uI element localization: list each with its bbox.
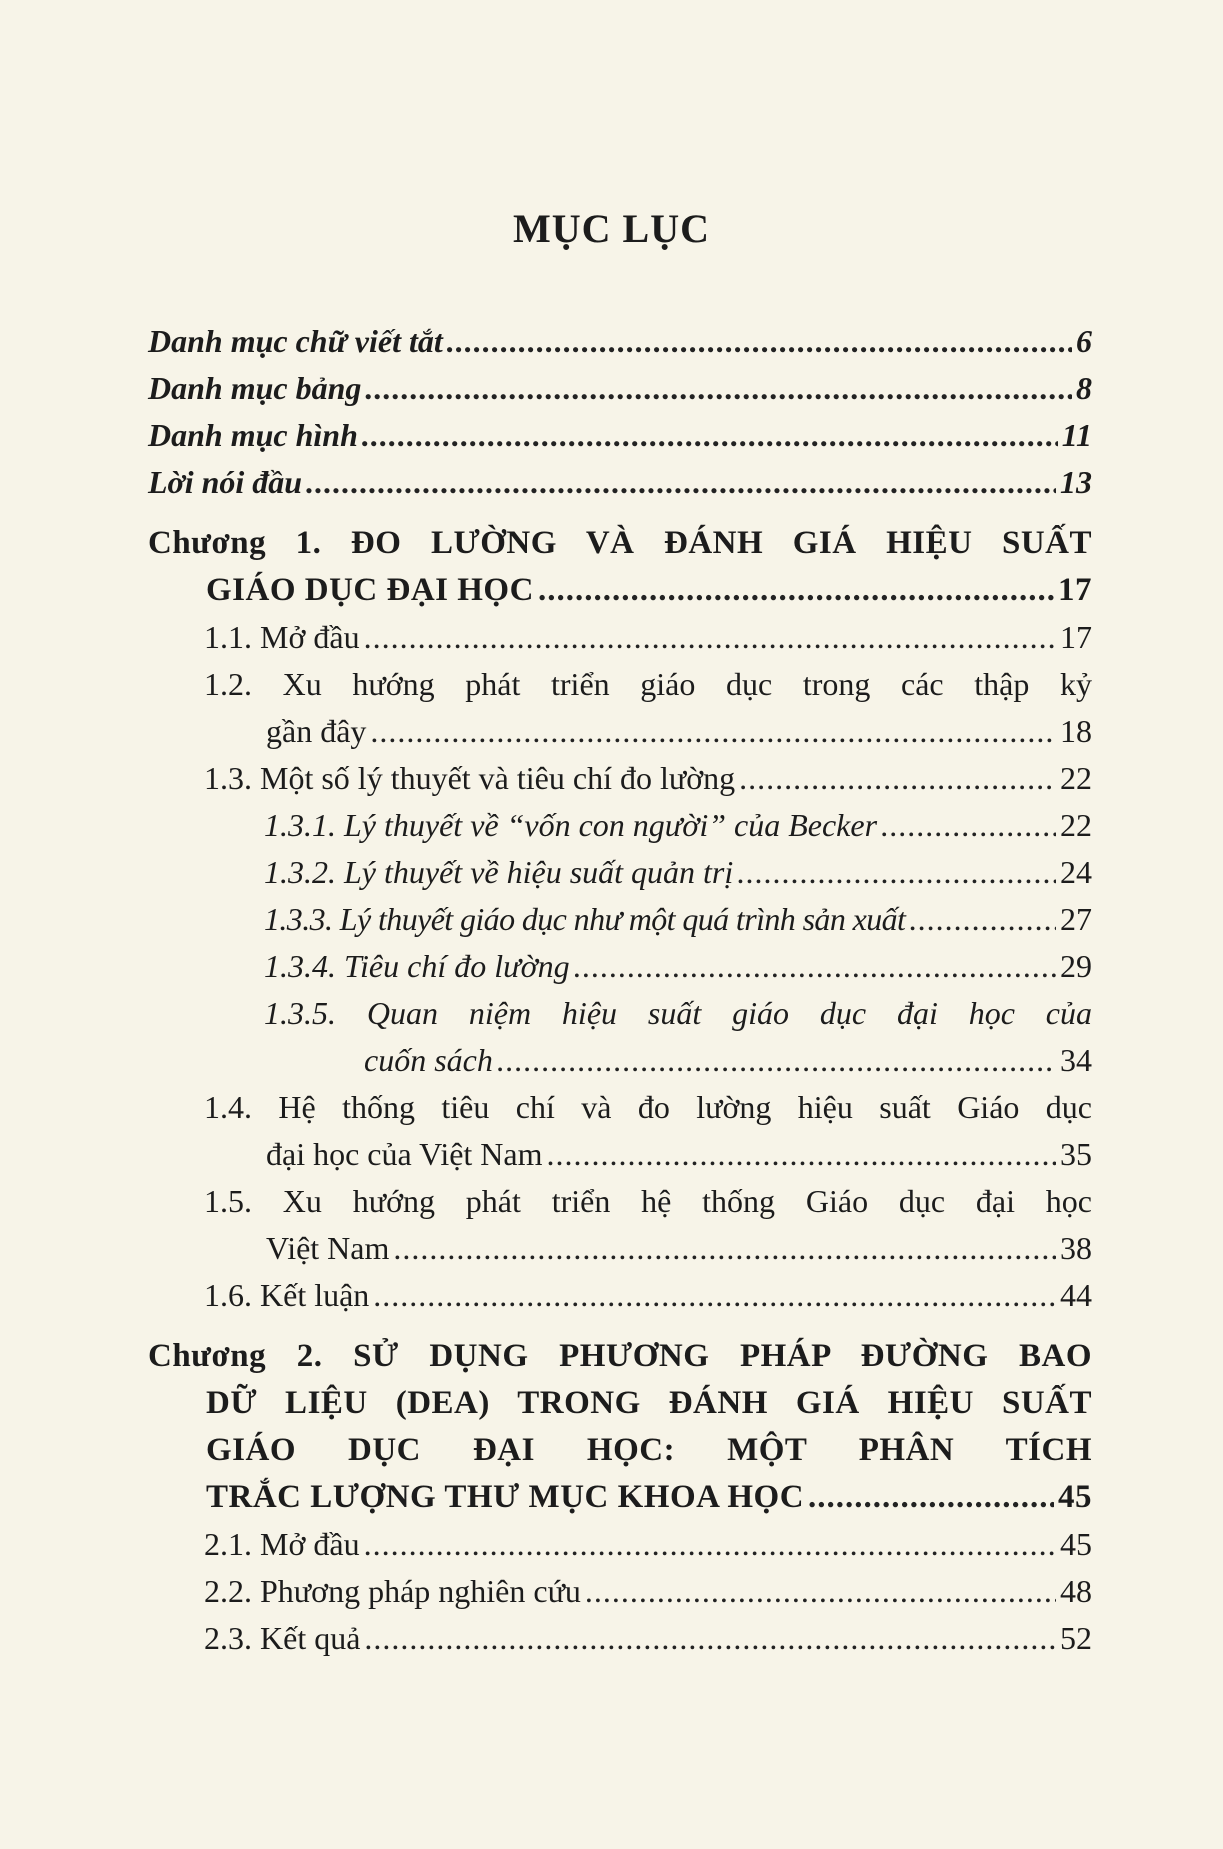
toc-entry-figures[interactable] bbox=[148, 412, 1092, 459]
toc-page-number: 22 bbox=[1060, 760, 1092, 796]
toc-page-number: 18 bbox=[1060, 713, 1092, 749]
toc-page-number: 45 bbox=[1058, 1479, 1092, 1515]
dot-leader bbox=[365, 365, 1072, 412]
dot-leader bbox=[364, 614, 1056, 661]
toc-page-number: 22 bbox=[1060, 807, 1092, 843]
toc-entry-1-2[interactable] bbox=[148, 661, 1092, 755]
toc-page-number: 35 bbox=[1060, 1136, 1092, 1172]
toc-entry-1-3-5[interactable] bbox=[148, 990, 1092, 1084]
dot-leader bbox=[393, 1225, 1056, 1272]
toc-page-number: 34 bbox=[1060, 1042, 1092, 1078]
toc-entry-1-1[interactable] bbox=[148, 614, 1092, 661]
toc-entry-text: 2.2. Phương pháp nghiên cứu bbox=[204, 1573, 581, 1609]
toc-entry-text-continued: GIÁO DỤC ĐẠI HỌC: MỘT PHÂN TÍCH bbox=[206, 1432, 1092, 1468]
toc-page-number: 27 bbox=[1060, 901, 1092, 937]
toc-entry-text: Danh mục chữ viết tắt bbox=[148, 323, 443, 359]
dot-leader bbox=[497, 1037, 1056, 1084]
toc-page-number: 24 bbox=[1060, 854, 1092, 890]
table-of-contents bbox=[148, 318, 1092, 1662]
dot-leader bbox=[373, 1272, 1056, 1319]
toc-entry-abbreviations[interactable] bbox=[148, 318, 1092, 365]
toc-entry-text-continued: gần đây bbox=[266, 713, 367, 749]
toc-page-number: 11 bbox=[1061, 417, 1092, 453]
toc-entry-preface[interactable] bbox=[148, 459, 1092, 506]
toc-page-number: 38 bbox=[1060, 1230, 1092, 1266]
toc-entry-2-2[interactable] bbox=[148, 1568, 1092, 1615]
page-title: MỤC LỤC bbox=[513, 206, 710, 251]
dot-leader bbox=[364, 1521, 1056, 1568]
toc-page-number: 45 bbox=[1060, 1526, 1092, 1562]
toc-entry-text-continued: đại học của Việt Nam bbox=[266, 1136, 543, 1172]
toc-entry-chapter-1[interactable] bbox=[148, 520, 1092, 614]
toc-entry-1-3-3[interactable] bbox=[148, 896, 1092, 943]
toc-entry-chapter-2[interactable] bbox=[148, 1333, 1092, 1521]
toc-entry-text-continued: Việt Nam bbox=[266, 1230, 390, 1266]
toc-entry-text: Lời nói đầu bbox=[148, 464, 303, 500]
toc-entry-text: 1.3.3. Lý thuyết giáo dục như một quá trình sản xuất bbox=[264, 901, 906, 937]
toc-page-number: 44 bbox=[1060, 1277, 1092, 1313]
toc-entry-text: Chương 1. ĐO LƯỜNG VÀ ĐÁNH GIÁ HIỆU SUẤT bbox=[148, 525, 1092, 561]
toc-entry-text: 1.3.1. Lý thuyết về “vốn con người” của Becker bbox=[264, 807, 878, 843]
toc-entry-text: 1.3.4. Tiêu chí đo lường bbox=[264, 948, 570, 984]
dot-leader bbox=[306, 459, 1056, 506]
toc-entry-tables[interactable] bbox=[148, 365, 1092, 412]
toc-entry-1-5[interactable] bbox=[148, 1178, 1092, 1272]
toc-page-number: 17 bbox=[1060, 619, 1092, 655]
toc-page-number: 6 bbox=[1076, 323, 1092, 359]
toc-entry-1-3-4[interactable] bbox=[148, 943, 1092, 990]
toc-entry-text: 1.3.2. Lý thuyết về hiệu suất quản trị bbox=[264, 854, 734, 890]
dot-leader bbox=[574, 943, 1056, 990]
toc-entry-text: 1.4. Hệ thống tiêu chí và đo lường hiệu suất Giáo dục bbox=[204, 1089, 1092, 1125]
toc-entry-text-continued: GIÁO DỤC ĐẠI HỌC bbox=[206, 572, 534, 608]
toc-entry-text: Danh mục bảng bbox=[148, 370, 362, 406]
toc-entry-text: 2.3. Kết quả bbox=[204, 1620, 361, 1656]
toc-entry-1-3-2[interactable] bbox=[148, 849, 1092, 896]
dot-leader bbox=[585, 1568, 1056, 1615]
dot-leader bbox=[362, 412, 1058, 459]
toc-entry-1-3[interactable] bbox=[148, 755, 1092, 802]
toc-entry-text: 1.3. Một số lý thuyết và tiêu chí đo lường bbox=[204, 760, 736, 796]
toc-page-number: 52 bbox=[1060, 1620, 1092, 1656]
toc-entry-text: 1.1. Mở đầu bbox=[204, 619, 360, 655]
toc-entry-2-1[interactable] bbox=[148, 1521, 1092, 1568]
toc-entry-1-3-1[interactable] bbox=[148, 802, 1092, 849]
toc-entry-text: 1.6. Kết luận bbox=[204, 1277, 370, 1313]
toc-entry-text: 1.2. Xu hướng phát triển giáo dục trong các thập kỷ bbox=[204, 666, 1092, 702]
toc-entry-text-continued: TRẮC LƯỢNG THƯ MỤC KHOA HỌC bbox=[206, 1479, 805, 1515]
dot-leader bbox=[547, 1131, 1057, 1178]
dot-leader bbox=[364, 1615, 1056, 1662]
toc-entry-text-continued: DỮ LIỆU (DEA) TRONG ĐÁNH GIÁ HIỆU SUẤT bbox=[206, 1385, 1092, 1421]
dot-leader bbox=[881, 802, 1056, 849]
dot-leader bbox=[370, 708, 1056, 755]
toc-entry-1-6[interactable] bbox=[148, 1272, 1092, 1319]
toc-entry-text: 1.5. Xu hướng phát triển hệ thống Giáo dục đại học bbox=[204, 1183, 1092, 1219]
toc-entry-text: Danh mục hình bbox=[148, 417, 358, 453]
toc-entry-text-continued: cuốn sách bbox=[364, 1042, 493, 1078]
toc-entry-1-4[interactable] bbox=[148, 1084, 1092, 1178]
toc-page-number: 13 bbox=[1060, 464, 1092, 500]
toc-entry-2-3[interactable] bbox=[148, 1615, 1092, 1662]
dot-leader bbox=[737, 849, 1056, 896]
dot-leader bbox=[447, 318, 1072, 365]
dot-leader bbox=[739, 755, 1056, 802]
toc-entry-text: 2.1. Mở đầu bbox=[204, 1526, 360, 1562]
toc-page-number: 17 bbox=[1058, 572, 1092, 608]
toc-page-number: 8 bbox=[1076, 370, 1092, 406]
dot-leader bbox=[909, 896, 1056, 943]
dot-leader bbox=[808, 1474, 1054, 1521]
toc-entry-text: 1.3.5. Quan niệm hiệu suất giáo dục đại học của bbox=[264, 995, 1092, 1031]
dot-leader bbox=[538, 567, 1054, 614]
toc-page-number: 48 bbox=[1060, 1573, 1092, 1609]
toc-page-number: 29 bbox=[1060, 948, 1092, 984]
toc-entry-text: Chương 2. SỬ DỤNG PHƯƠNG PHÁP ĐƯỜNG BAO bbox=[148, 1338, 1092, 1374]
